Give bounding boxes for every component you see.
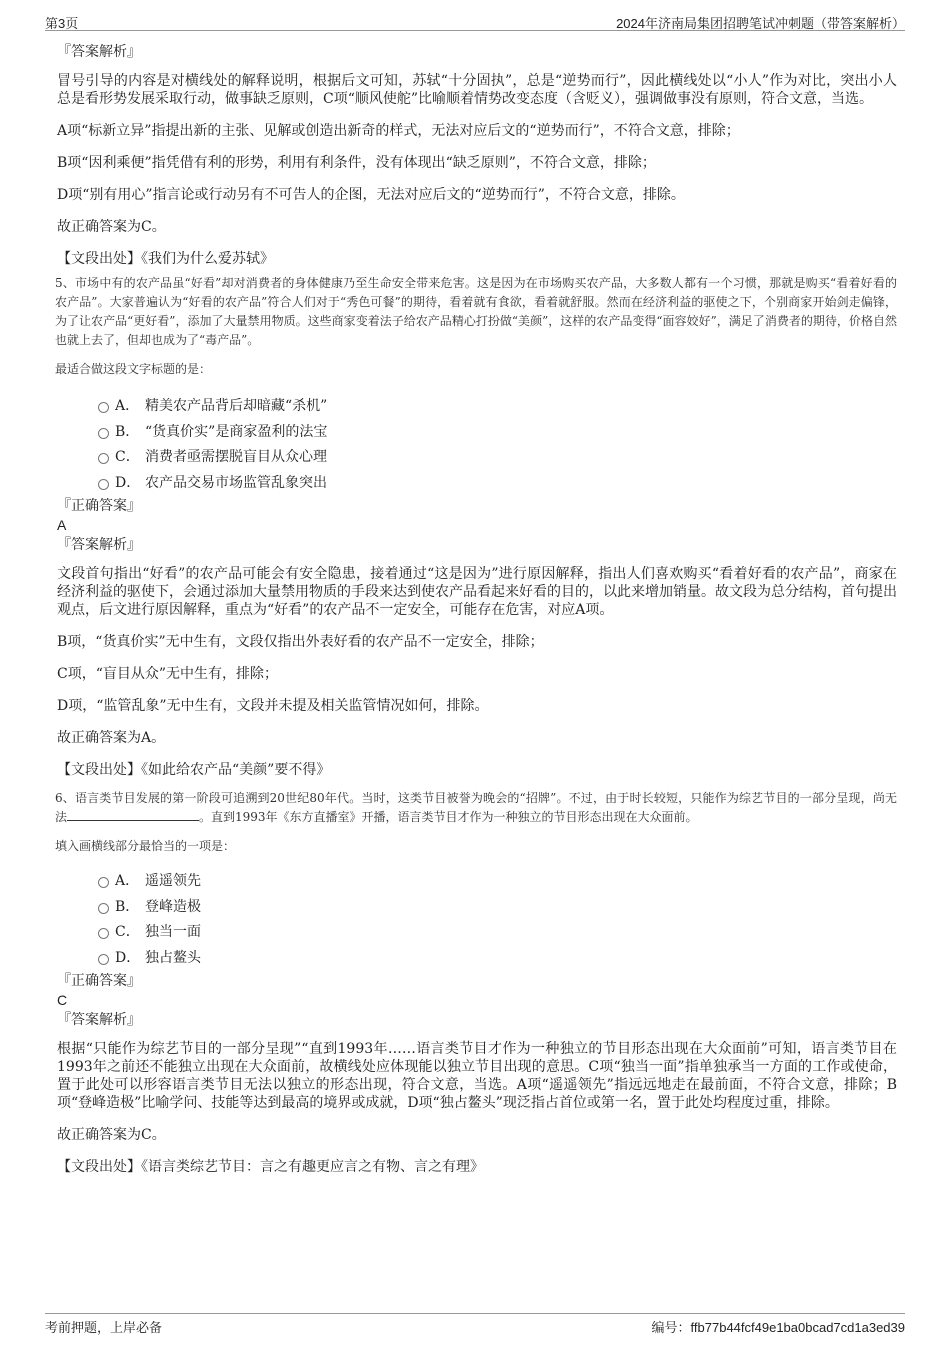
page-footer xyxy=(45,1313,905,1335)
analysis-paragraph: 根据“只能作为综艺节目的一部分呈现”“直到1993年……语言类节目才作为一种独立的节目形态出现在大众面前”可知，语言类节目在1993年之前还不能独立出现在大众面前，故横线处应体现能以独立节目出现的意思。C项“独当一面”指单独承当一方面的工作或使命，置于此处可以形容语言类节目无法以独立的形态出现，符合文意，当选。A项“遥遥领先”指远远地走在最前面，不符合文意，排除；B项“登峰造极”比喻学问、技能等达到最高的境界或成就，D项“独占鳌头”现泛指占首位或第一名，置于此处均程度过重，排除。 xyxy=(57,1041,897,1111)
footer-slogan: 考前押题，上岸必备 xyxy=(45,1320,163,1335)
document-code: 编号：ffb77b44fcf49e1ba0bcad7cd1a3ed39 xyxy=(651,1320,905,1335)
correct-answer-label: 『正确答案』 xyxy=(57,973,141,989)
option-d[interactable]: D． 独占鳌头 xyxy=(57,946,897,972)
question-prompt: 最适合做这段文字标题的是： xyxy=(55,362,212,376)
source-citation: 【文段出处】《语言类综艺节目：言之有趣更应言之有物、言之有理》 xyxy=(57,1159,484,1175)
question-stem: 5、市场中有的农产品虽“好看”却对消费者的身体健康乃至生命安全带来危害。这是因为在市场购买农产品，大多数人都有一个习惯，那就是购买“看着好看的农产品”。大家普遍认为“好看的农产品”符合人们对于“秀色可餐”的期待，看着就有食欲，看着就舒服。然而在经济利益的驱使之下，个别商家开始剑走偏锋，为了让农产品“更好看”，添加了大量禁用物质。这些商家变着法子给农产品精心打扮做“美颜”，这样的农产品变得“面容姣好”，满足了消费者的期待，价格自然也就上去了，但却也成为了“毒产品”。 xyxy=(55,276,897,347)
option-c[interactable]: C． 独当一面 xyxy=(57,920,897,946)
radio-button[interactable] xyxy=(98,479,109,490)
conclusion: 故正确答案为C。 xyxy=(57,219,166,235)
page-header xyxy=(45,10,905,31)
analysis-paragraph: 冒号引导的内容是对横线处的解释说明，根据后文可知，苏轼“十分固执”，总是“逆势而行”，因此横线处以“小人”作为对比，突出小人总是看形势发展采取行动，做事缺乏原则，C项“顺风使舵”比喻顺着情势改变态度（含贬义），强调做事没有原则，符合文意，当选。 xyxy=(57,73,897,107)
fill-in-blank xyxy=(67,808,199,821)
radio-button[interactable] xyxy=(98,954,109,965)
analysis-paragraph: B项，“货真价实”无中生有，文段仅指出外表好看的农产品不一定安全，排除； xyxy=(57,634,544,650)
option-d[interactable]: D． 农产品交易市场监管乱象突出 xyxy=(57,471,897,497)
analysis-label: 『答案解析』 xyxy=(57,1012,141,1028)
options-list xyxy=(57,869,897,971)
option-a[interactable]: A． 遥遥领先 xyxy=(57,869,897,895)
analysis-paragraph: B项“因利乘便”指凭借有利的形势，利用有利条件，没有体现出“缺乏原则”，不符合文意，排除； xyxy=(57,155,656,171)
source-citation: 【文段出处】《如此给农产品“美颜”要不得》 xyxy=(57,762,331,778)
analysis-paragraph: 文段首句指出“好看”的农产品可能会有安全隐患，接着通过“这是因为”进行原因解释，指出人们喜欢购买“看着好看的农产品”，商家在经济利益的驱使下，会通过添加大量禁用物质的手段来达到使农产品看起来好看的目的，以此来增加销量。故文段为总分结构，首句提出观点，后文进行原因解释，重点为“好看”的农产品不一定安全，可能存在危害，对应A项。 xyxy=(57,566,897,618)
analysis-paragraph: A项“标新立异”指提出新的主张、见解或创造出新奇的样式，无法对应后文的“逆势而行”，不符合文意，排除； xyxy=(57,123,740,139)
page-content xyxy=(57,42,897,1176)
option-b[interactable]: B． “货真价实”是商家盈利的法宝 xyxy=(57,420,897,446)
option-c[interactable]: C． 消费者亟需摆脱盲目从众心理 xyxy=(57,445,897,471)
radio-button[interactable] xyxy=(98,877,109,888)
correct-answer: C xyxy=(57,992,68,1008)
question-stem: 6、语言类节目发展的第一阶段可追溯到20世纪80年代。当时，这类节目被誉为晚会的“招牌”。不过，由于时长较短，只能作为综艺节目的一部分呈现，尚无法 。直到1993年《东方直播室》开播，语言类节目才作为一种独立的节目形态出现在大众面前。 xyxy=(55,791,897,824)
analysis-paragraph: D项“别有用心”指言论或行动另有不可告人的企图，无法对应后文的“逆势而行”，不符合文意，排除。 xyxy=(57,187,685,203)
analysis-label: 『答案解析』 xyxy=(57,537,141,553)
radio-button[interactable] xyxy=(98,428,109,439)
option-a[interactable]: A． 精美农产品背后却暗藏“杀机” xyxy=(57,394,897,420)
radio-button[interactable] xyxy=(98,402,109,413)
analysis-label: 『答案解析』 xyxy=(57,44,141,60)
source-citation: 【文段出处】《我们为什么爱苏轼》 xyxy=(57,251,274,267)
document-title: 2024年济南局集团招聘笔试冲刺题（带答案解析） xyxy=(616,16,905,31)
analysis-paragraph: C项，“盲目从众”无中生有，排除； xyxy=(57,666,279,682)
question-prompt: 填入画横线部分最恰当的一项是： xyxy=(55,839,236,853)
analysis-paragraph: D项，“监管乱象”无中生有，文段并未提及相关监管情况如何，排除。 xyxy=(57,698,489,714)
radio-button[interactable] xyxy=(98,453,109,464)
radio-button[interactable] xyxy=(98,903,109,914)
conclusion: 故正确答案为A。 xyxy=(57,730,166,746)
conclusion: 故正确答案为C。 xyxy=(57,1127,166,1143)
correct-answer-label: 『正确答案』 xyxy=(57,498,141,514)
option-b[interactable]: B． 登峰造极 xyxy=(57,895,897,921)
radio-button[interactable] xyxy=(98,928,109,939)
page-number: 第3页 xyxy=(45,16,79,31)
options-list xyxy=(57,394,897,496)
correct-answer: A xyxy=(57,517,67,533)
